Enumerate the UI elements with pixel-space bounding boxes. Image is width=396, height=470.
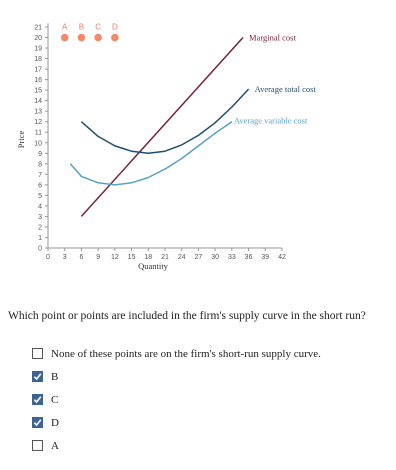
option-label: B (51, 370, 59, 383)
point-d (111, 34, 119, 42)
y-tick-label: 11 (34, 129, 42, 137)
option-label: C (51, 393, 59, 406)
point-label-d: D (111, 22, 118, 32)
y-tick-label: 9 (38, 150, 42, 158)
question-text: Which point or points are included in the firm's supply curve in the short run? (8, 310, 366, 322)
y-tick-label: 17 (34, 66, 42, 74)
point-label-a: A (62, 22, 68, 32)
option-label: D (51, 416, 59, 429)
x-tick-label: 15 (127, 254, 136, 261)
option-checkbox[interactable] (32, 440, 43, 451)
y-tick-label: 20 (34, 35, 42, 43)
y-tick-label: 0 (38, 245, 42, 253)
y-tick-label: 12 (34, 119, 42, 127)
y-tick-label: 19 (34, 45, 42, 53)
y-tick-label: 13 (34, 108, 42, 116)
x-tick-label: 12 (110, 254, 119, 261)
x-tick-label: 39 (261, 254, 270, 261)
y-tick-label: 4 (38, 203, 42, 211)
y-tick-label: 21 (34, 24, 42, 32)
x-tick-label: 3 (62, 254, 67, 261)
option-checkbox[interactable] (32, 371, 43, 382)
y-tick-label: 16 (34, 77, 42, 85)
x-tick-label: 27 (194, 254, 203, 261)
answer-options (32, 342, 321, 457)
x-tick-label: 33 (227, 254, 236, 261)
y-tick-label: 2 (38, 224, 42, 232)
option-label: None of these points are on the firm's short-run supply curve. (51, 347, 321, 360)
series-label-average-variable-cost: Average variable cost (233, 115, 308, 126)
x-tick-label: 9 (96, 254, 101, 261)
point-a (61, 34, 69, 42)
checkmark-icon (33, 395, 42, 404)
y-tick-label: 18 (34, 56, 42, 64)
x-tick-label: 18 (144, 254, 153, 261)
option-checkbox[interactable] (32, 348, 43, 359)
point-b (78, 34, 86, 42)
x-tick-label: 36 (244, 254, 253, 261)
option-none[interactable] (32, 342, 321, 365)
y-tick-label: 3 (38, 213, 42, 221)
x-tick-label: 42 (278, 254, 286, 261)
series-label-marginal-cost: Marginal cost (249, 32, 296, 43)
y-tick-label: 7 (38, 171, 42, 179)
y-axis-title: Price (16, 130, 26, 149)
y-tick-label: 6 (38, 182, 42, 190)
option-c[interactable] (32, 388, 321, 411)
point-c (94, 34, 102, 42)
x-tick-label: 30 (211, 254, 220, 261)
y-tick-label: 14 (34, 98, 42, 106)
option-checkbox[interactable] (32, 394, 43, 405)
y-tick-label: 5 (38, 192, 42, 200)
option-d[interactable] (32, 411, 321, 434)
option-label: A (51, 439, 59, 452)
option-a[interactable] (32, 434, 321, 457)
y-tick-label: 10 (34, 140, 42, 148)
series-marginal-cost (81, 38, 243, 217)
option-checkbox[interactable] (32, 417, 43, 428)
x-tick-label: 6 (79, 254, 84, 261)
y-tick-label: 1 (38, 234, 42, 242)
checkmark-icon (33, 418, 42, 427)
y-tick-label: 8 (38, 161, 42, 169)
x-tick-label: 21 (161, 254, 169, 261)
y-tick-label: 15 (34, 87, 42, 95)
series-average-total-cost (81, 89, 248, 153)
x-tick-label: 24 (177, 254, 186, 261)
x-axis-title: Quantity (138, 261, 168, 271)
series-label-average-total-cost: Average total cost (254, 84, 316, 95)
point-label-c: C (95, 22, 102, 32)
point-label-b: B (78, 22, 85, 32)
checkmark-icon (33, 372, 42, 381)
option-b[interactable] (32, 365, 321, 388)
x-tick-label: 0 (46, 254, 50, 261)
